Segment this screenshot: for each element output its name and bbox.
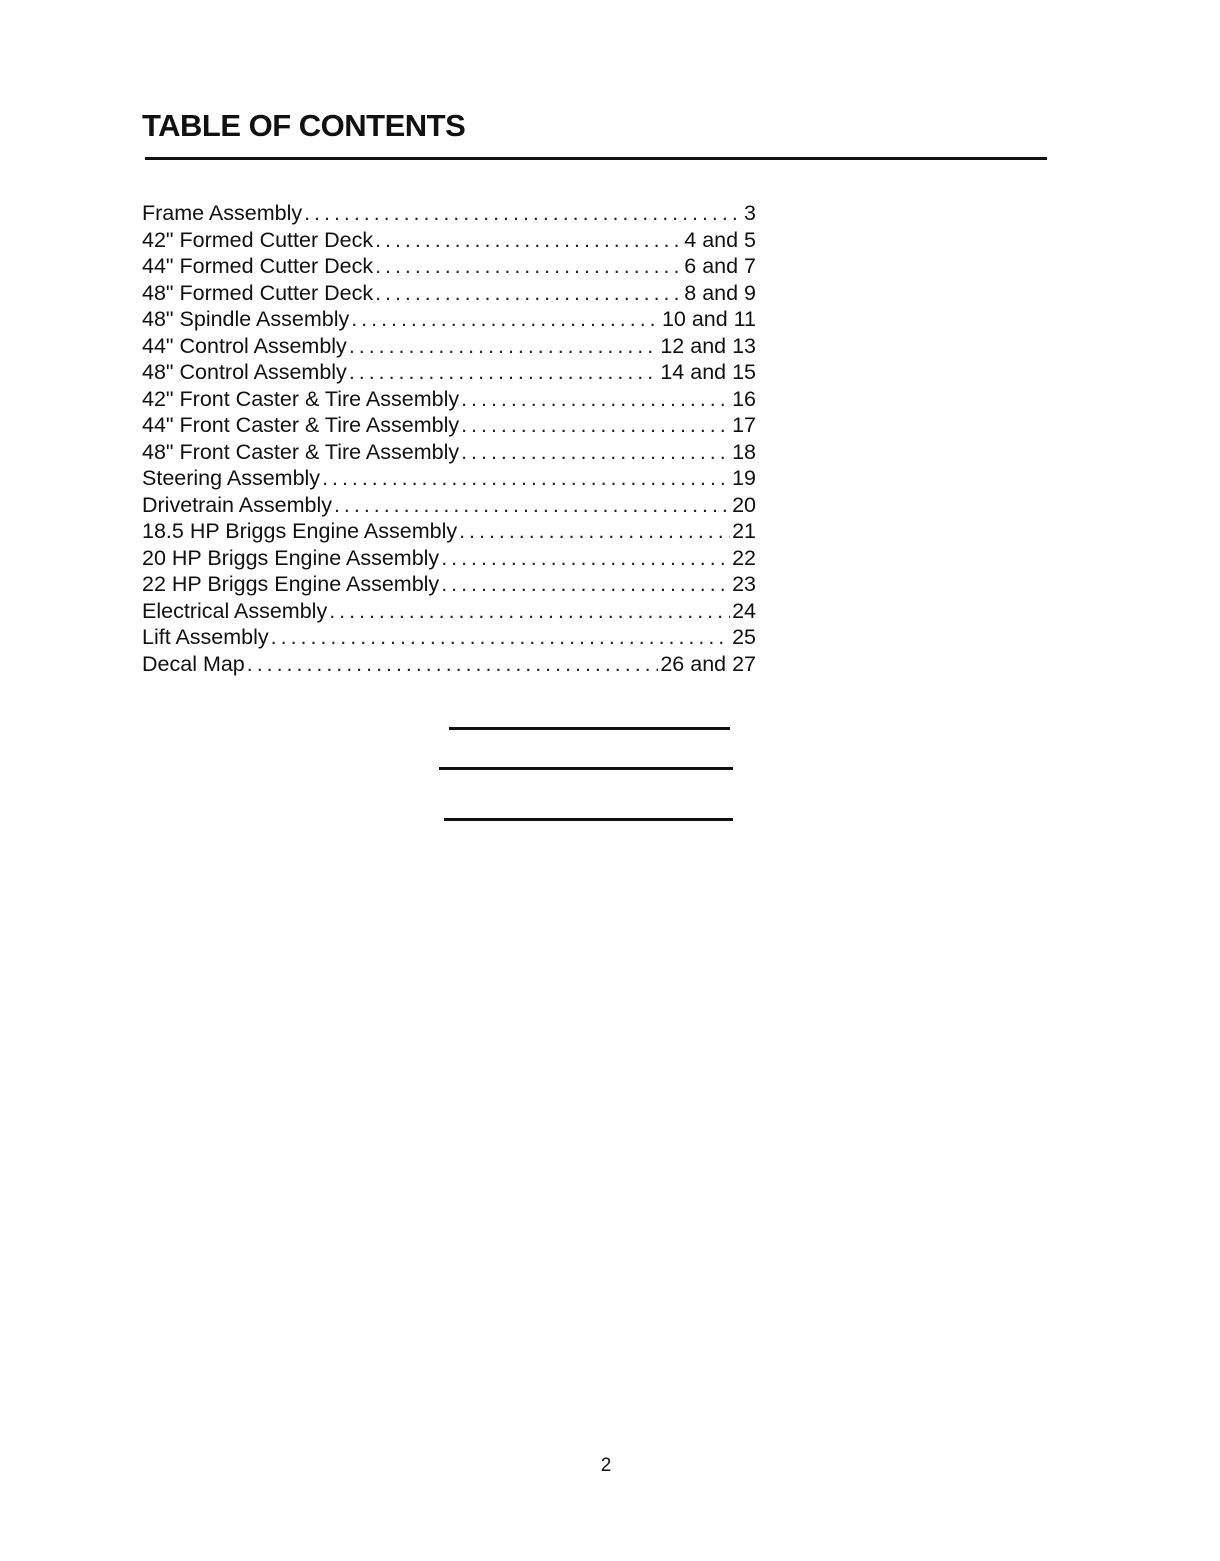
toc-entry-page: 21 <box>732 519 756 543</box>
toc-entry-label: 48" Control Assembly <box>142 360 347 384</box>
toc-dot-leader <box>304 200 742 227</box>
toc-dot-leader <box>329 598 730 625</box>
toc-entry <box>142 518 756 545</box>
toc-entry-page: 16 <box>732 386 756 411</box>
toc-entry-page: 4 and 5 <box>684 227 756 252</box>
toc-dot-leader <box>334 492 730 519</box>
toc-entry-label: Drivetrain Assembly <box>142 492 332 517</box>
toc-entry-page: 10 and 11 <box>661 307 756 331</box>
toc-entry-label: Decal Map <box>142 651 245 676</box>
toc-entry <box>142 386 756 413</box>
toc-dot-leader <box>349 359 659 386</box>
toc-entry-page: 25 <box>732 625 756 649</box>
toc-entry-page: 3 <box>744 201 756 225</box>
toc-entry <box>142 359 756 386</box>
toc-entry-label: 44" Control Assembly <box>142 333 347 358</box>
toc-dot-leader <box>375 280 682 307</box>
toc-dot-leader <box>247 651 659 678</box>
toc-entry <box>142 227 756 254</box>
toc-entry <box>142 280 756 307</box>
toc-entry-label: Steering Assembly <box>142 466 321 490</box>
toc-entry <box>142 571 756 598</box>
toc-dot-leader <box>322 465 730 492</box>
toc-entry-page: 23 <box>732 572 756 596</box>
toc-dot-leader <box>271 624 730 651</box>
toc-list <box>142 200 756 677</box>
toc-dot-leader <box>351 306 660 333</box>
toc-entry <box>142 200 756 227</box>
toc-entry-label: Frame Assembly <box>142 201 303 225</box>
toc-entry-label: 18.5 HP Briggs Engine Assembly <box>142 519 458 543</box>
toc-entry <box>142 412 756 439</box>
toc-entry-page: 22 <box>732 545 756 570</box>
toc-dot-leader <box>375 253 682 280</box>
blank-line <box>449 727 730 730</box>
toc-entry-page: 24 <box>732 598 756 623</box>
toc-dot-leader <box>459 518 730 545</box>
blank-line <box>439 767 733 770</box>
toc-entry <box>142 651 756 678</box>
toc-dot-leader <box>441 545 730 572</box>
toc-entry <box>142 306 756 333</box>
toc-entry <box>142 465 756 492</box>
toc-entry <box>142 253 756 280</box>
toc-dot-leader <box>441 571 730 598</box>
toc-entry-label: 48" Formed Cutter Deck <box>142 280 374 305</box>
toc-dot-leader <box>461 386 730 413</box>
toc-entry-label: 44" Formed Cutter Deck <box>142 254 374 278</box>
page-title: TABLE OF CONTENTS <box>142 108 466 143</box>
toc-entry <box>142 624 756 651</box>
toc-entry <box>142 545 756 572</box>
toc-entry-label: Lift Assembly <box>142 625 269 649</box>
toc-entry-page: 6 and 7 <box>684 254 756 278</box>
toc-entry <box>142 333 756 360</box>
toc-entry <box>142 492 756 519</box>
toc-entry-page: 12 and 13 <box>660 333 756 358</box>
toc-dot-leader <box>461 439 730 466</box>
toc-entry-page: 19 <box>732 466 756 490</box>
toc-entry-page: 14 and 15 <box>660 360 756 384</box>
toc-entry-label: 42" Formed Cutter Deck <box>142 227 374 252</box>
title-rule <box>145 157 1047 160</box>
toc-entry <box>142 439 756 466</box>
toc-entry-label: 20 HP Briggs Engine Assembly <box>142 545 440 570</box>
toc-entry-label: 44" Front Caster & Tire Assembly <box>142 413 460 437</box>
toc-entry-label: Electrical Assembly <box>142 598 328 623</box>
blank-line <box>444 818 733 821</box>
toc-entry-label: 48" Front Caster & Tire Assembly <box>142 439 460 464</box>
toc-entry-page: 26 and 27 <box>660 651 756 676</box>
toc-entry-label: 22 HP Briggs Engine Assembly <box>142 572 440 596</box>
toc-dot-leader <box>375 227 682 254</box>
toc-entry <box>142 598 756 625</box>
toc-entry-label: 42" Front Caster & Tire Assembly <box>142 386 460 411</box>
toc-entry-page: 20 <box>732 492 756 517</box>
page-number: 2 <box>600 1455 612 1476</box>
toc-entry-page: 17 <box>732 413 756 437</box>
toc-dot-leader <box>461 412 730 439</box>
toc-entry-page: 18 <box>732 439 756 464</box>
toc-dot-leader <box>349 333 659 360</box>
toc-entry-page: 8 and 9 <box>684 280 756 305</box>
toc-entry-label: 48" Spindle Assembly <box>142 307 350 331</box>
